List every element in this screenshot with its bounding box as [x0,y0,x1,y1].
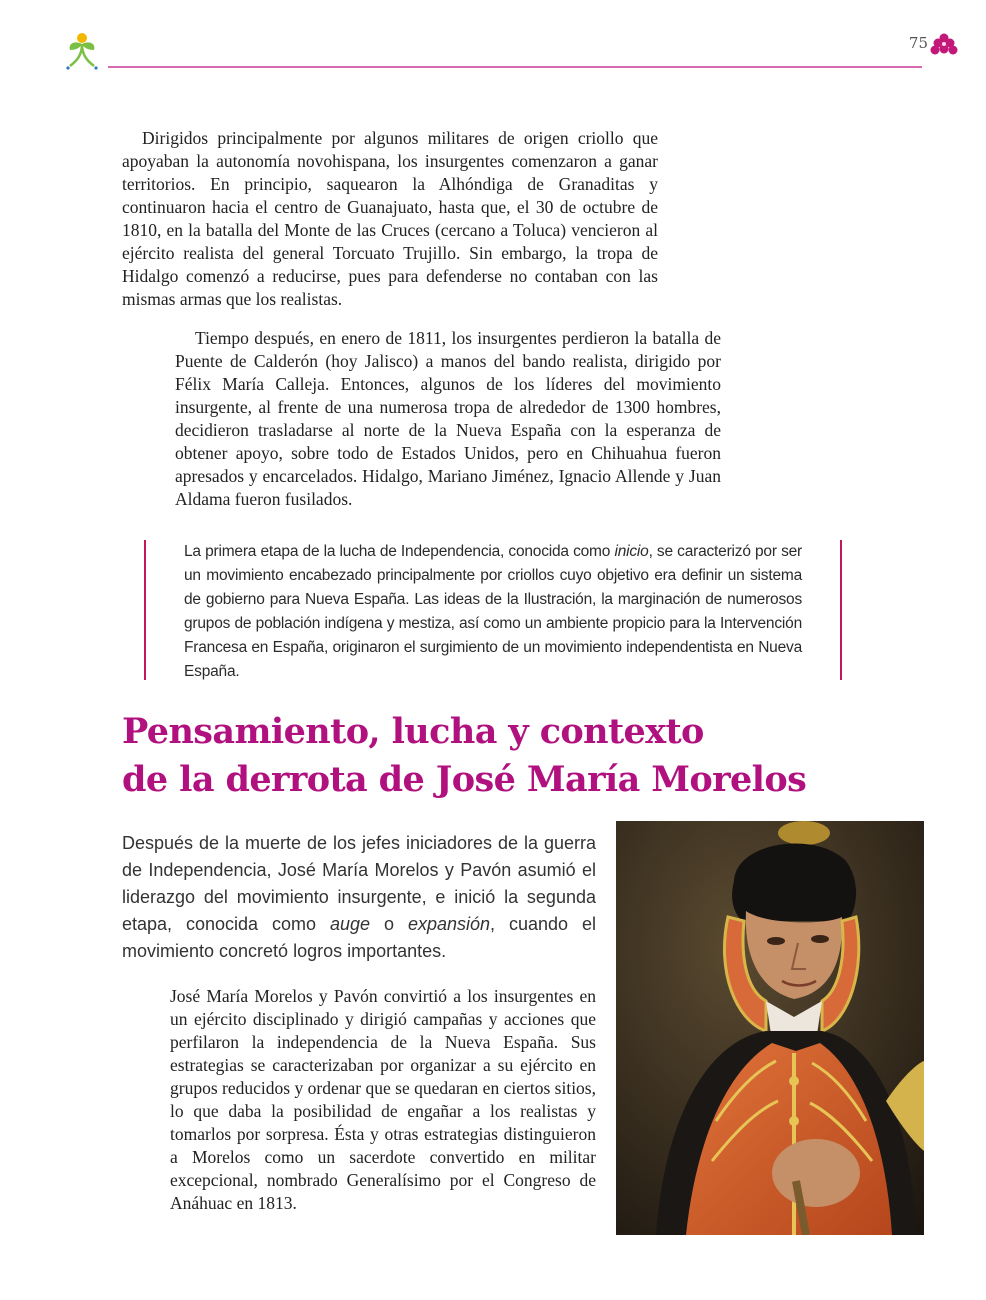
paragraph-calderon: Tiempo después, en enero de 1811, los insurgentes perdieron la batalla de Puente de Calderón (hoy Jalisco) a manos del bando realista, dirigido por Félix María Calleja. Entonces, algunos de los líderes del movimiento insurgente, al frente de una numerosa tropa de alrededor de 1300 hombres, decidieron trasladarse al norte de la Nueva España con la esperanza de obtener apoyo, sobre todo de Estados Unidos, pero en Chihuahua fueron apresados y encarcelados. Hidalgo, Mariano Jiménez, Ignacio Allende y Juan Aldama fueron fusilados. [175,328,721,509]
section-title [122,708,822,804]
paragraph-morelos-strategy: José María Morelos y Pavón convirtió a los insurgentes en un ejército disciplinado y dirigió campañas y acciones que perfilaron la independencia de la Nueva España. Sus estrategias se caracterizaban por organizar a su ejército en grupos reducidos y ordenar que se quedaran en ciertos sitios, lo que daba la posibilidad de engañar a los realistas y tomarlos por sorpresa. Ésta y otras estrategias distinguieron a Morelos como un sacerdote convertido en militar excepcional, nombrado Generalísimo por el Congreso de Anáhuac en 1813. [170,986,596,1213]
callout-emphasis: inicio [614,543,649,560]
green-sprout-logo-icon [60,30,104,70]
morelos-portrait-image [616,821,924,1235]
callout-first-stage: La primera etapa de la lucha de Independencia, conocida como inicio, se caracterizó por ser un movimiento encabezado principalmente por criollos cuyo objetivo era definir un sistema de gobierno para Nueva España. Las ideas de la Ilustración, la marginación de numerosos grupos de población indígena y mestiza, así como un ambiente propicio para la Intervención Francesa en España, originaron el surgimiento de un movimiento independentista en Nueva España. [184,543,802,680]
callout-bar-right [840,540,842,680]
section-title-line1: Pensamiento, lucha y contexto [122,711,704,752]
pink-flower-icon [930,32,958,56]
callout-bar-left [144,540,146,680]
section-title-line2: de la derrota de José María Morelos [122,759,807,800]
page-number: 75 [908,34,928,52]
paragraph-morelos-intro: Después de la muerte de los jefes iniciadores de la guerra de Independencia, José María Morelos y Pavón asumió el liderazgo del movimiento insurgente, e inició la segunda etapa, conocida como auge o expansión, cuando el movimiento concretó logros importantes. [122,833,596,961]
paragraph-campaign: Dirigidos principalmente por algunos militares de origen criollo que apoyaban la autonomía novohispana, los insurgentes comenzaron a ganar territorios. En principio, saquearon la Alhóndiga de Granaditas y continuaron hacia el centro de Guanajuato, hasta que, el 30 de octubre de 1810, en la batalla del Monte de las Cruces (cercano a Toluca) vencieron al ejército realista del general Torcuato Trujillo. Sin embargo, la tropa de Hidalgo comenzó a reducirse, pues para defenderse no contaban con las mismas armas que los realistas. [122,128,658,309]
header-rule [108,66,922,68]
